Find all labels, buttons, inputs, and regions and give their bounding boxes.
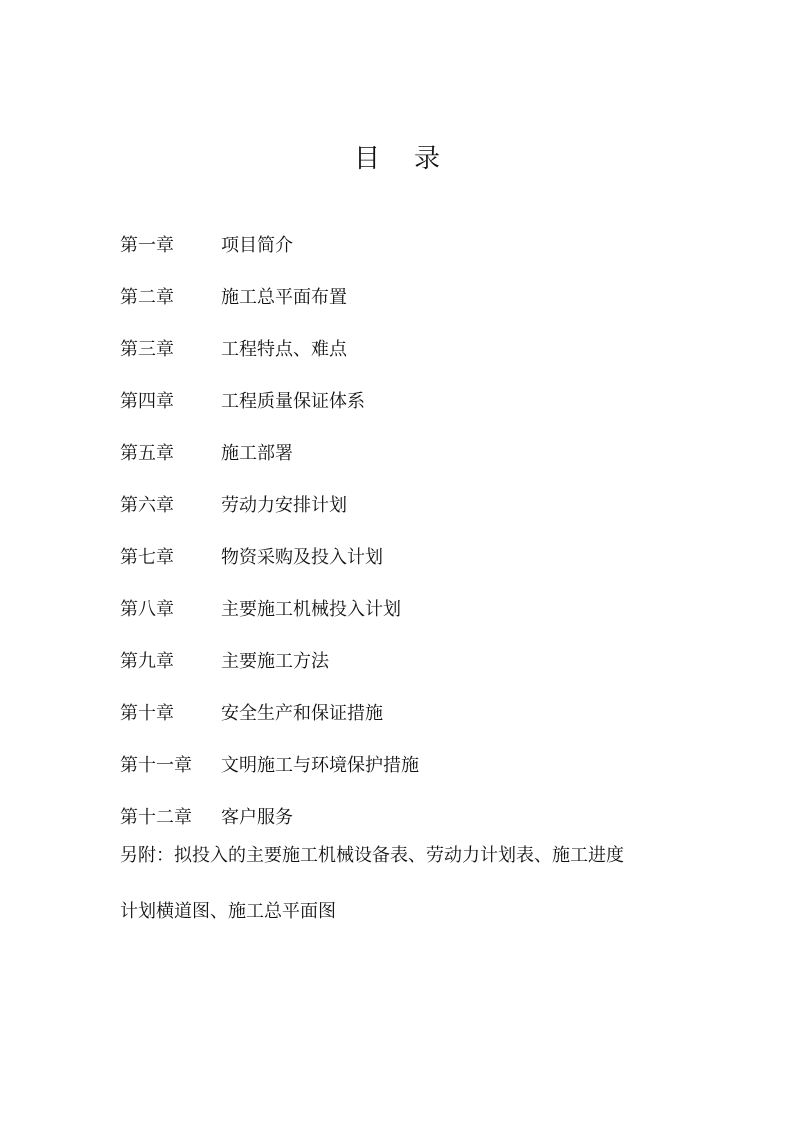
toc-entry-10 — [120, 688, 720, 740]
chapter-number: 第六章 — [120, 495, 174, 516]
toc-entry-3 — [120, 324, 720, 376]
chapter-number: 第四章 — [120, 391, 174, 412]
chapter-title: 主要施工方法 — [221, 651, 329, 672]
chapter-number: 第二章 — [120, 287, 174, 308]
chapter-title: 施工部署 — [221, 443, 293, 464]
toc-entry-5 — [120, 428, 720, 480]
title-char-2: 录 — [414, 144, 441, 174]
chapter-title: 主要施工机械投入计划 — [221, 599, 401, 620]
chapter-number: 第九章 — [120, 651, 174, 672]
chapter-title: 客户服务 — [221, 807, 293, 828]
toc-entry-7 — [120, 532, 720, 584]
chapter-number: 第十二章 — [120, 807, 192, 828]
chapter-number: 第一章 — [120, 235, 174, 256]
appendix-note — [120, 842, 700, 926]
chapter-number: 第三章 — [120, 339, 174, 360]
toc-entry-1 — [120, 220, 720, 272]
chapter-title: 工程特点、难点 — [221, 339, 347, 360]
toc-entry-4 — [120, 376, 720, 428]
chapter-number: 第七章 — [120, 547, 174, 568]
chapter-title: 工程质量保证体系 — [221, 391, 365, 412]
title-char-1: 目 — [353, 144, 380, 174]
toc-entry-9 — [120, 636, 720, 688]
toc-entry-6 — [120, 480, 720, 532]
chapter-number: 第十一章 — [120, 755, 192, 776]
chapter-title: 安全生产和保证措施 — [221, 703, 383, 724]
toc-entry-2 — [120, 272, 720, 324]
page-title — [0, 142, 794, 176]
appendix-line-2: 计划横道图、施工总平面图 — [120, 901, 336, 922]
appendix-line-1: 另附：拟投入的主要施工机械设备表、劳动力计划表、施工进度 — [120, 845, 624, 866]
chapter-title: 文明施工与环境保护措施 — [221, 755, 419, 776]
chapter-title: 物资采购及投入计划 — [221, 547, 383, 568]
chapter-number: 第五章 — [120, 443, 174, 464]
toc-entry-11 — [120, 740, 720, 792]
chapter-title: 项目简介 — [221, 235, 293, 256]
chapter-number: 第十章 — [120, 703, 174, 724]
toc-entry-8 — [120, 584, 720, 636]
chapter-number: 第八章 — [120, 599, 174, 620]
toc-entry-12 — [120, 792, 720, 844]
table-of-contents — [120, 220, 720, 844]
chapter-title: 劳动力安排计划 — [221, 495, 347, 516]
chapter-title: 施工总平面布置 — [221, 287, 347, 308]
